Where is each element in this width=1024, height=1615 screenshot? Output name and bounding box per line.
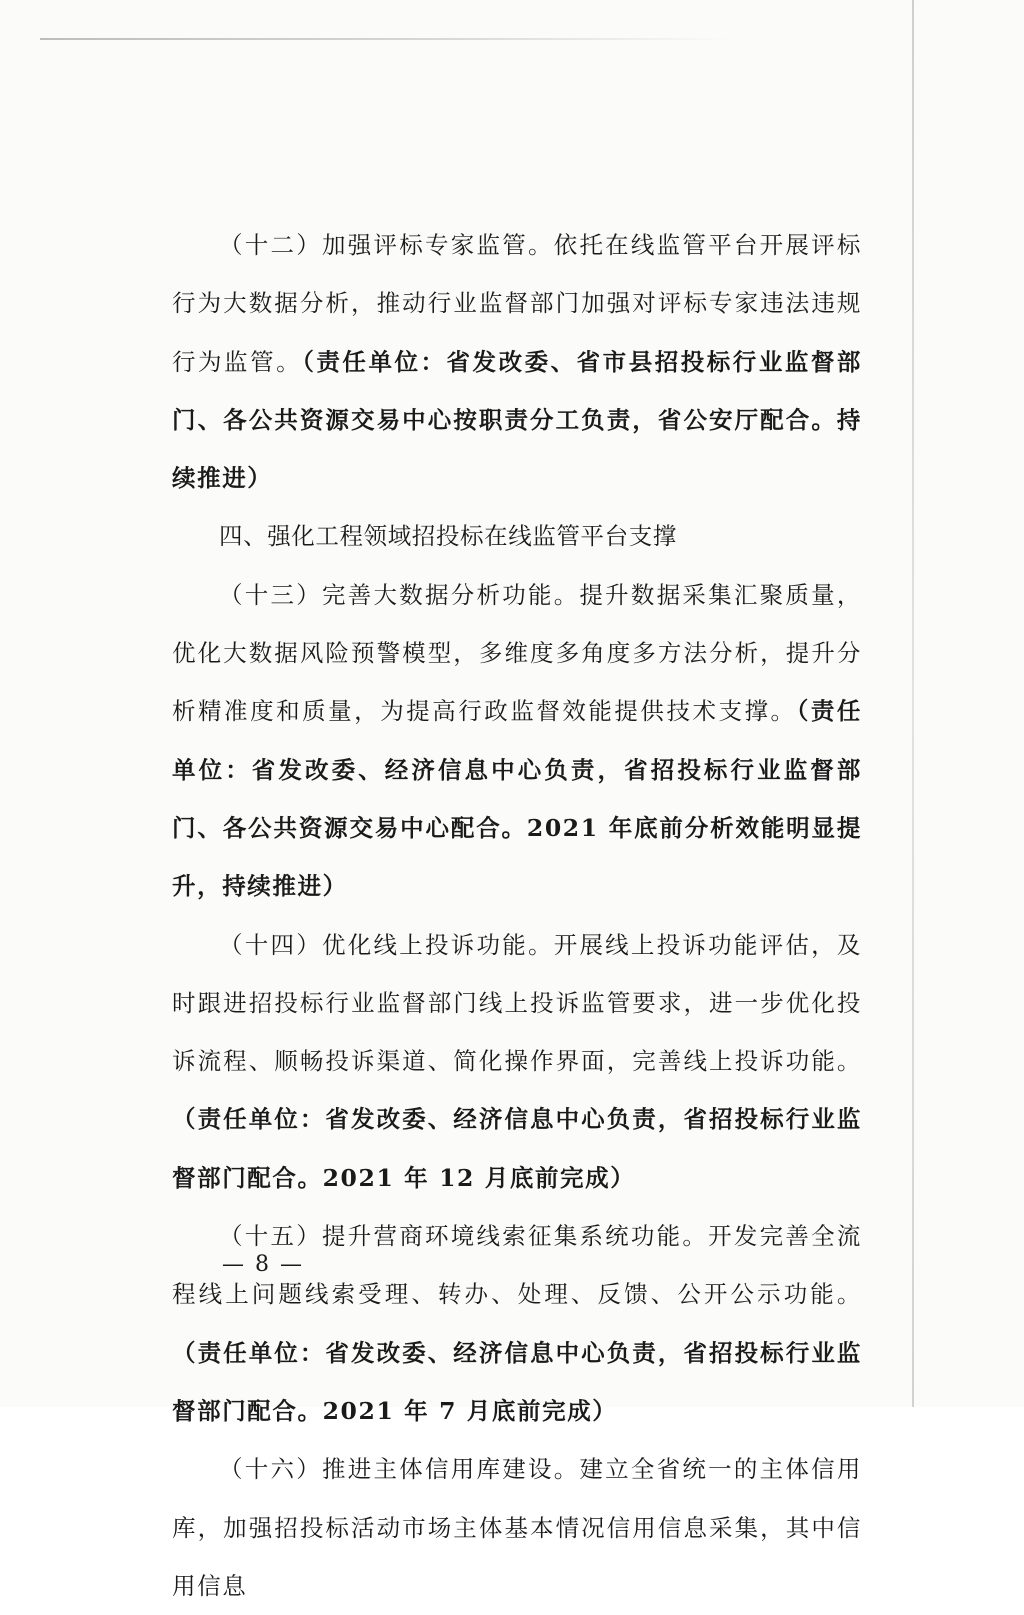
top-divider [40,38,730,40]
paragraph-12 [172,216,862,507]
section-heading-4 [172,507,862,565]
section-heading-4-text: 四、强化工程领域招投标在线监管平台支撑 [219,522,677,551]
paragraph-14-responsibility: （责任单位：省发改委、经济信息中心负责，省招投标行业监督部门配合。2021 年 12 月底前完成） [172,1105,862,1192]
paragraph-16 [172,1440,862,1615]
paragraph-12-text: （十二）加强评标专家监管。依托在线监管平台开展评标行为大数据分析，推动行业监督部门加强对评标专家违法违规行为监管。 [172,231,862,376]
paragraph-14-text: （十四）优化线上投诉功能。开展线上投诉功能评估，及时跟进招投标行业监督部门线上投诉监管要求，进一步优化投诉流程、顺畅投诉渠道、简化操作界面，完善线上投诉功能。 [172,930,862,1076]
paragraph-13 [172,566,862,916]
paragraph-14 [172,916,862,1207]
paragraph-15-text: （十五）提升营商环境线索征集系统功能。开发完善全流程线上问题线索受理、转办、处理、反馈、公开公示功能。 [172,1222,862,1309]
page-number: — 8 — [222,1252,304,1277]
document-body [172,216,862,1615]
paragraph-15-responsibility: （责任单位：省发改委、经济信息中心负责，省招投标行业监督部门配合。2021 年 7 月底前完成） [172,1338,862,1425]
paragraph-16-text: （十六）推进主体信用库建设。建立全省统一的主体信用库，加强招投标活动市场主体基本情况信用信息采集，其中信用信息 [172,1455,862,1600]
paragraph-15 [172,1207,862,1440]
paragraph-12-responsibility: （责任单位：省发改委、省市县招投标行业监督部门、各公共资源交易中心按职责分工负责，省公安厅配合。持续推进） [172,347,862,493]
paragraph-13-responsibility: （责任单位：省发改委、经济信息中心负责，省招投标行业监督部门、各公共资源交易中心配合。2021 年底前分析效能明显提升，持续推进） [172,697,862,901]
page-edge-line [912,0,914,1407]
paragraph-13-text: （十三）完善大数据分析功能。提升数据采集汇聚质量，优化大数据风险预警模型，多维度多角度多方法分析，提升分析精准度和质量，为提高行政监督效能提供技术支撑。 [172,580,862,726]
